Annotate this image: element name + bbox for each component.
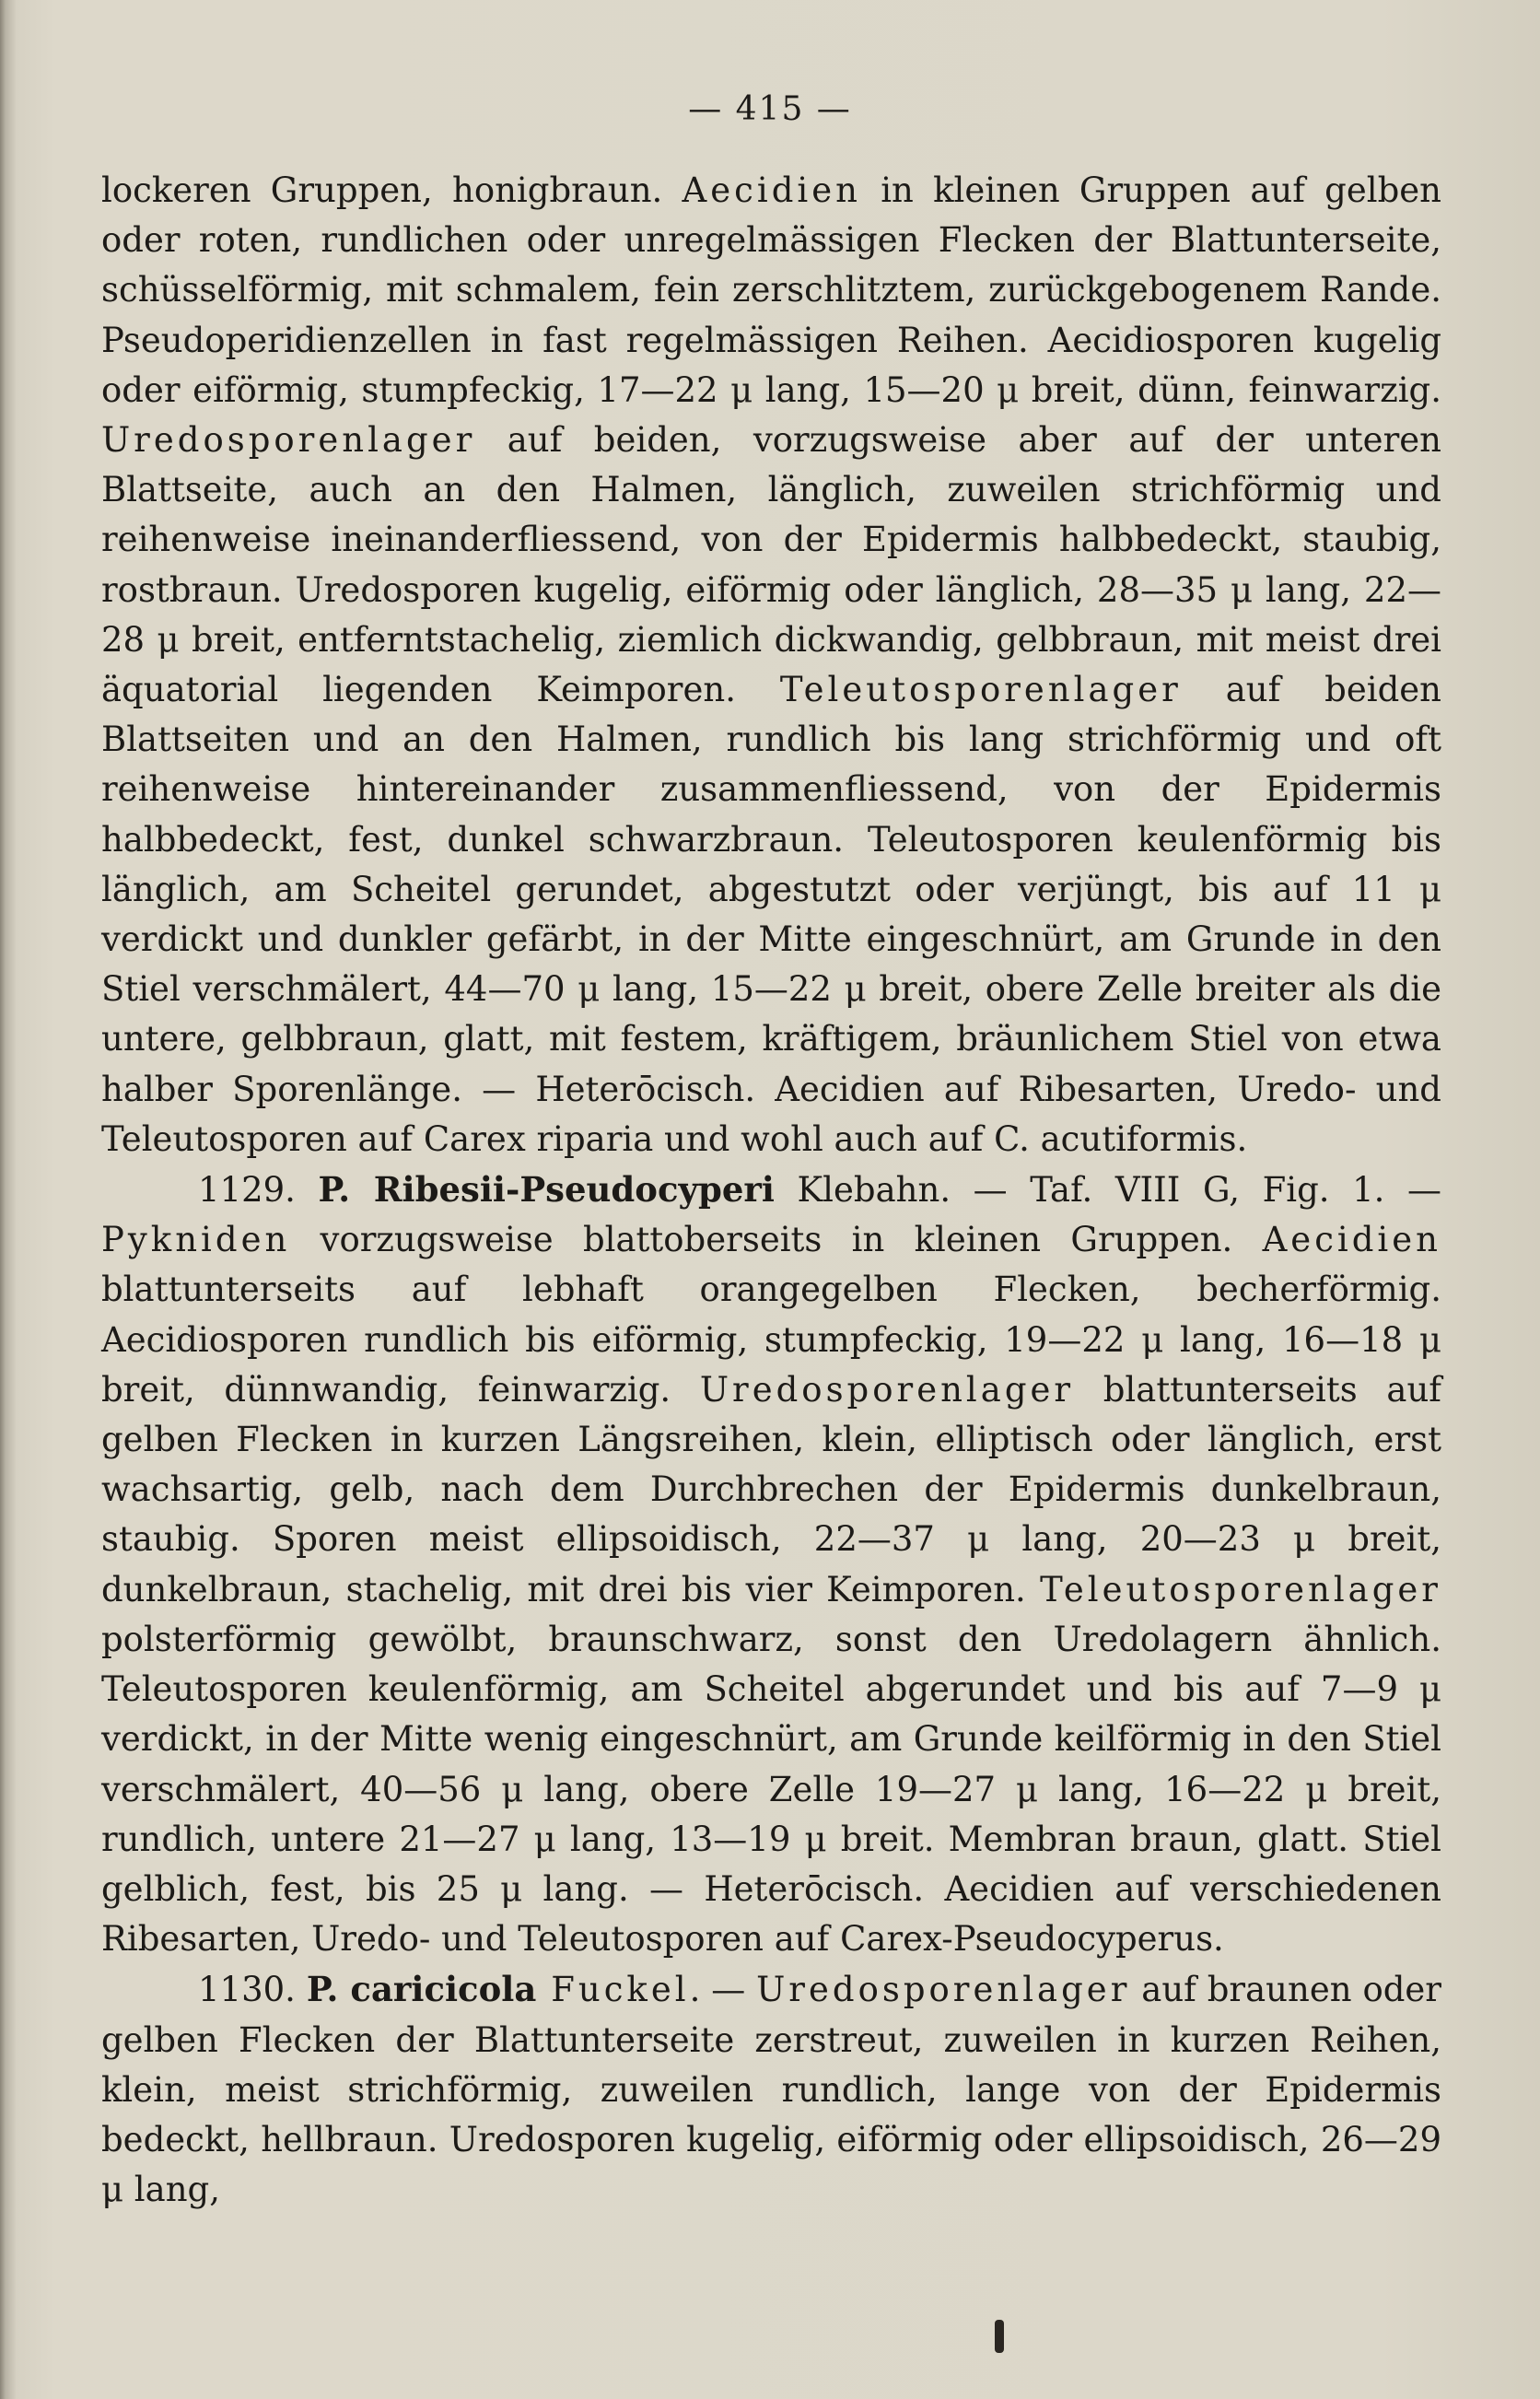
spaced-term: Uredosporenlager [101, 420, 476, 461]
species-entry-1130 [101, 1964, 1441, 2215]
entry-number: 1129. [198, 1170, 319, 1211]
text-run: vorzugsweise blattoberseits in kleinen Gruppen. [290, 1220, 1263, 1260]
text-run: . — [689, 1970, 757, 2010]
text-run: blattunterseits auf lebhaft orangegelben Flecken, becherförmig. Aecidiosporen rundlich bis eiförmig, stumpfeckig, 19—22 μ lang, 16—18 μ breit, dünnwandig, feinwarzig. [101, 1270, 1441, 1410]
page-number: — 415 — [688, 90, 852, 128]
ink-mark [995, 2320, 1004, 2353]
text-run: polsterförmig gewölbt, braunschwarz, sonst den Uredolagern ähnlich. Teleutosporen keulenförmig, am Scheitel abgerundet und bis auf 7—9 μ verdickt, in der Mitte wenig eingeschnürt, am Grunde keilförmig in den Stiel verschmälert, 40—56 μ lang, obere Zelle 19—27 μ lang, 16—22 μ breit, rundlich, untere 21—27 μ lang, 13—19 μ breit. Membran braun, glatt. Stiel gelblich, fest, bis 25 μ lang. — Heterōcisch. Aecidien auf verschiedenen Ribesarten, Uredo- und Teleutosporen auf Carex-Pseudocyperus. [101, 1619, 1441, 1960]
species-entry-1129 [101, 1164, 1441, 1964]
text-run: auf beiden Blattseiten und an den Halmen, rundlich bis lang strichförmig und oft reihenweise hintereinander zusammenfliessend, von der Epidermis halbbedeckt, fest, dunkel schwarzbraun. Teleutosporen keulenförmig bis länglich, am Scheitel gerundet, abgestutzt oder verjüngt, bis auf 11 μ verdickt und dunkler gefärbt, in der Mitte eingeschnürt, am Grunde in den Stiel verschmälert, 44—70 μ lang, 15—22 μ breit, obere Zelle breiter als die untere, gelbbraun, glatt, mit festem, kräftigem, bräunlichem Stiel von etwa halber Sporenlänge. — Heterōcisch. Aecidien auf Ribesarten, Uredo- und Teleutosporen auf Carex riparia und wohl auch auf C. acutiformis. [101, 670, 1441, 1159]
text-run: lockeren Gruppen, honigbraun. [101, 170, 682, 210]
spaced-term: Teleutosporenlager [1040, 1569, 1441, 1609]
text-run: auf beiden, vorzugsweise aber auf der unteren Blattseite, auch an den Halmen, länglich, zuweilen strichförmig und reihenweise ineinanderfliessend, von der Epidermis halbbedeckt, staubig, rostbraun. Uredosporen kugelig, eiförmig oder länglich, 28—35 μ lang, 22—28 μ breit, entferntstachelig, ziemlich dickwandig, gelbbraun, mit meist drei äquatorial liegenden Keimporen. [101, 420, 1441, 710]
text-run: blattunterseits auf gelben Flecken in kurzen Längsreihen, klein, elliptisch oder länglich, erst wachsartig, gelb, nach dem Durchbrechen der Epidermis dunkelbraun, staubig. Sporen meist ellipsoidisch, 22—37 μ lang, 20—23 μ breit, dunkelbraun, stachelig, mit drei bis vier Keimporen. [101, 1369, 1441, 1609]
spaced-term: Uredosporenlager [756, 1970, 1131, 2010]
page-body [101, 166, 1441, 2215]
species-name: P. Ribesii-Pseudocyperi [318, 1169, 775, 1211]
text-run: Klebahn. — Taf. VIII G, Fig. 1. — [774, 1170, 1442, 1211]
spaced-term: Aecidien [682, 170, 861, 210]
text-run: in kleinen Gruppen auf gelben oder roten, rundlichen oder unregelmässigen Flecken der Blattunterseite, schüsselförmig, mit schmalem, fein zerschlitztem, zurückgebogenem Rande. Pseudoperidienzellen in fast regelmässigen Reihen. Aecidiosporen kugelig oder eiförmig, stumpfeckig, 17—22 μ lang, 15—20 μ breit, dünn, feinwarzig. [101, 170, 1441, 410]
entry-number: 1130. [198, 1970, 307, 2010]
paragraph-continuation [101, 166, 1441, 1164]
spaced-term: Uredosporenlager [699, 1369, 1075, 1410]
author-name: Fuckel [536, 1970, 690, 2010]
spaced-term: Teleutosporenlager [779, 670, 1182, 710]
spaced-term: Pykniden [101, 1220, 291, 1260]
spaced-term: Aecidien [1262, 1220, 1441, 1260]
species-name: P. caricicola [306, 1969, 537, 2010]
text-run: auf braunen oder gelben Flecken der Blattunterseite zerstreut, zuweilen in kurzen Reihen, klein, meist strichförmig, zuweilen rundlich, lange von der Epidermis bedeckt, hellbraun. Uredosporen kugelig, eiförmig oder ellipsoidisch, 26—29 μ lang, [101, 1970, 1441, 2210]
